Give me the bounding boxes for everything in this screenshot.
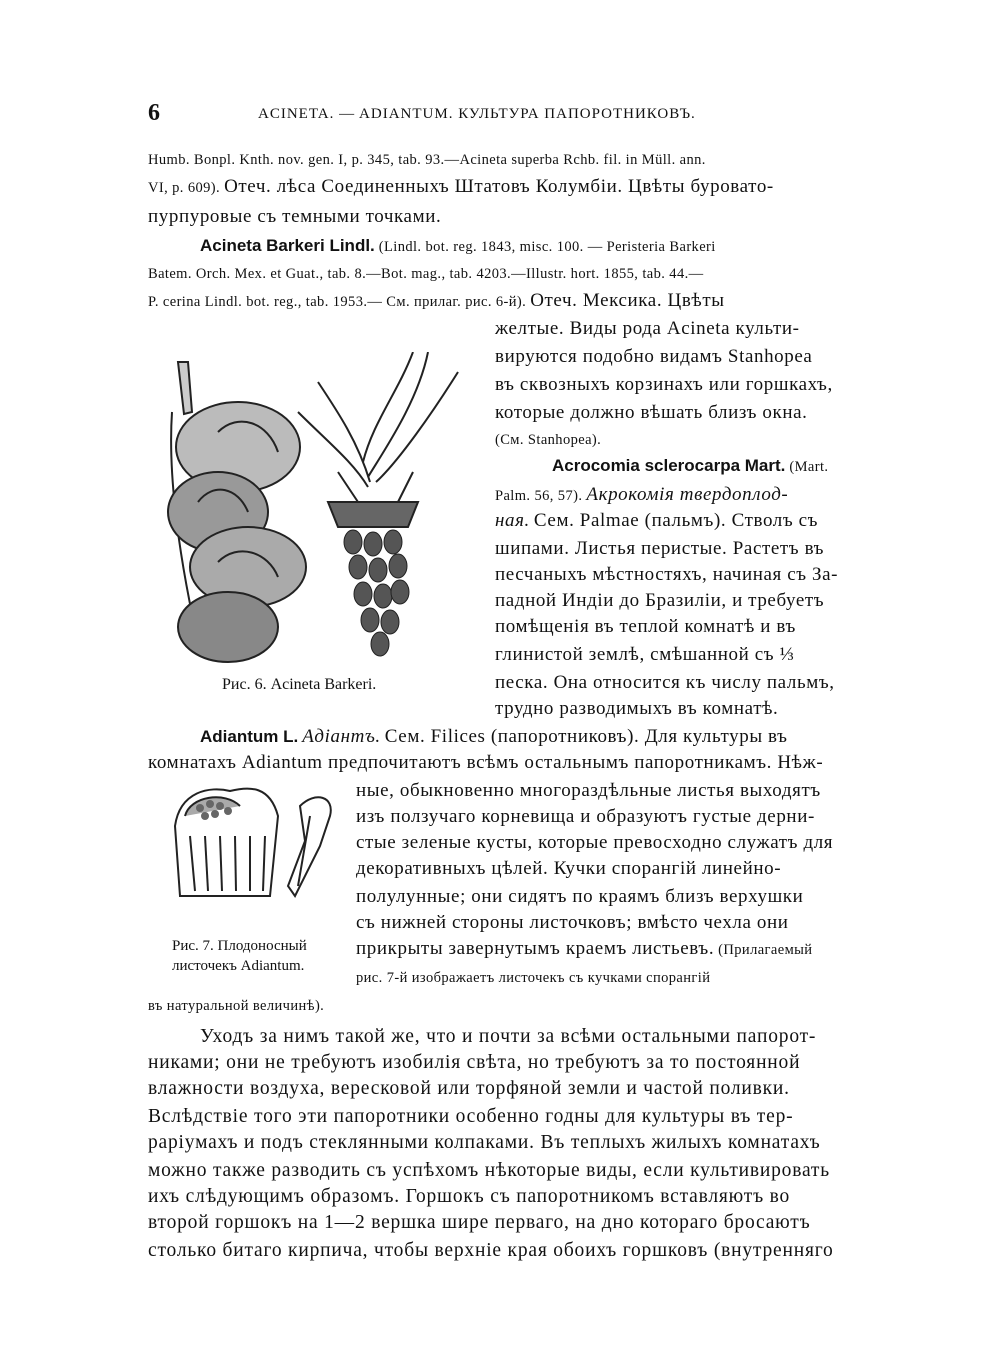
p3-line10: трудно разводимыхъ въ комнатѣ. xyxy=(495,698,779,719)
p2-line6: въ сквозныхъ корзинахъ или горшкахъ, xyxy=(495,374,833,395)
p2-line3-text: Отеч. Мексика. Цвѣты xyxy=(530,290,725,311)
figure-6-caption: Рис. 6. Acineta Barkeri. xyxy=(222,676,377,693)
adiantum-leaflet-drawing xyxy=(170,786,345,926)
p4-line4: изъ ползучаго корневища и образуютъ густые дерни- xyxy=(356,806,815,827)
p5-line6: можно также разводить съ успѣхомъ нѣкоторые виды, если культивировать xyxy=(148,1160,830,1181)
p1-line3: пурпуровые съ темными точками. xyxy=(148,206,442,227)
p4-line7: полулунные; они сидятъ по краямъ близъ верхушки xyxy=(356,886,804,907)
genus-adiantum: Adiantum L. xyxy=(200,727,299,746)
page-number: 6 xyxy=(148,100,160,126)
p4-italic-name: Адiантъ. xyxy=(302,726,381,747)
p3-line9: песка. Она относится къ числу пальмъ, xyxy=(495,672,835,693)
p3-line8: глинистой землѣ, смѣшанной съ ⅓ xyxy=(495,644,795,665)
p4-line3: ные, обыкновенно многораздѣльные листья выходятъ xyxy=(356,780,821,801)
p2-line3-ref: P. cerina Lindl. bot. reg., tab. 1953.— См. прилаг. рис. 6-й). xyxy=(148,294,527,310)
p2-line1 xyxy=(200,236,716,256)
p4-line9 xyxy=(356,938,812,960)
p2-line4: желтые. Виды рода Acineta культи- xyxy=(495,318,800,339)
p2-line3 xyxy=(148,290,725,312)
p4-line8: съ нижней стороны листочковъ; вмѣсто чехла они xyxy=(356,912,789,933)
p5-line2: никами; они не требуютъ изобилiя свѣта, но требуютъ за то постоянной xyxy=(148,1052,801,1073)
p4-line9-text: прикрыты завернутымъ краемъ листьевъ. xyxy=(356,938,715,959)
p3-line7: помѣщенiя въ теплой комнатѣ и въ xyxy=(495,616,796,637)
figure-7-caption-line2: листочекъ Adiantum. xyxy=(172,958,305,974)
p1-line1: Humb. Bonpl. Knth. nov. gen. I, p. 345, tab. 93.—Acineta superba Rchb. fil. in Müll. ann. xyxy=(148,152,706,168)
p3-line2-ref: Palm. 56, 57). xyxy=(495,488,583,504)
p1-line2 xyxy=(148,176,774,198)
p3-line2-italic: Акрокомiя твердоплод- xyxy=(586,484,789,505)
running-title: ACINETA. — ADIANTUM. КУЛЬТУРА ПАПОРОТНИКОВЪ. xyxy=(258,106,696,122)
p3-line6: падной Индiи до Бразилiи, и требуетъ xyxy=(495,590,825,611)
p2-line8: (См. Stanhopea). xyxy=(495,432,602,448)
p4-line1-rest: Сем. Filices (папоротниковъ). Для культуры въ xyxy=(384,726,788,747)
p3-line4: шипами. Листья перистые. Растетъ въ xyxy=(495,538,825,559)
p4-line2: комнатахъ Adiantum предпочитаютъ всѣмъ остальнымъ папоротникамъ. Нѣж- xyxy=(148,752,824,773)
p1-line2-ref: VI, p. 609). xyxy=(148,180,221,196)
p5-line4: Вслѣдствiе того эти папоротники особенно годны для культуры въ тер- xyxy=(148,1106,794,1127)
figure-7-illustration xyxy=(170,786,345,926)
p5-line7: ихъ слѣдующимъ образомъ. Горшокъ съ папоротникомъ вставляютъ во xyxy=(148,1186,791,1207)
p5-line9: столько битаго кирпича, чтобы верхнiе края обоихъ горшковъ (внутренняго xyxy=(148,1240,834,1261)
p2-line7: которые должно вѣшать близъ окна. xyxy=(495,402,808,423)
figure-7-caption-line1: Рис. 7. Плодоносный xyxy=(172,938,307,954)
p3-line1-ref: (Mart. xyxy=(789,459,829,475)
p3-line3-italic: ная. xyxy=(495,510,530,531)
p5-line3: влажности воздуха, вересковой или торфяной земли и частой поливки. xyxy=(148,1078,790,1099)
p4-line1 xyxy=(200,726,788,748)
page-header xyxy=(148,100,848,130)
species-acineta-barkeri: Acineta Barkeri Lindl. xyxy=(200,236,375,255)
p2-line1-ref: (Lindl. bot. reg. 1843, misc. 100. — Peristeria Barkeri xyxy=(378,239,716,255)
acineta-barkeri-drawing xyxy=(158,352,468,672)
p4-line9-ref: (Прилагаемый xyxy=(718,942,813,958)
p4-line10: рис. 7-й изображаетъ листочекъ съ кучками спорангiй xyxy=(356,970,711,986)
figure-6-illustration xyxy=(158,352,468,672)
p3-line3 xyxy=(495,510,818,532)
p3-line2 xyxy=(495,484,788,506)
p4-line11: въ натуральной величинѣ). xyxy=(148,998,325,1014)
p4-line6: декоративныхъ цѣлей. Кучки спорангiй линейно- xyxy=(356,858,782,879)
p5-line1: Уходъ за нимъ такой же, что и почти за всѣми остальными папорот- xyxy=(200,1026,817,1047)
p5-line8: второй горшокъ на 1—2 вершка шире перваго, на дно котораго бросаютъ xyxy=(148,1212,811,1233)
p3-line1 xyxy=(552,456,828,476)
p1-line2-text: Отеч. лѣса Соединенныхъ Штатовъ Колумбiи. Цвѣты буровато- xyxy=(224,176,774,197)
species-acrocomia: Acrocomia sclerocarpa Mart. xyxy=(552,456,786,475)
p2-line5: вируются подобно видамъ Stanhopea xyxy=(495,346,813,367)
p3-line3-text: Сем. Palmae (пальмъ). Стволъ съ xyxy=(533,510,819,531)
p4-line5: стые зеленые кусты, которые превосходно служатъ для xyxy=(356,832,834,853)
p3-line5: песчаныхъ мѣстностяхъ, начиная съ За- xyxy=(495,564,839,585)
p5-line5: рарiумахъ и подъ стеклянными колпаками. Въ теплыхъ жилыхъ комнатахъ xyxy=(148,1132,821,1153)
p2-line2: Batem. Orch. Mex. et Guat., tab. 8.—Bot. mag., tab. 4203.—Illustr. hort. 1855, tab. 44.— xyxy=(148,266,704,282)
